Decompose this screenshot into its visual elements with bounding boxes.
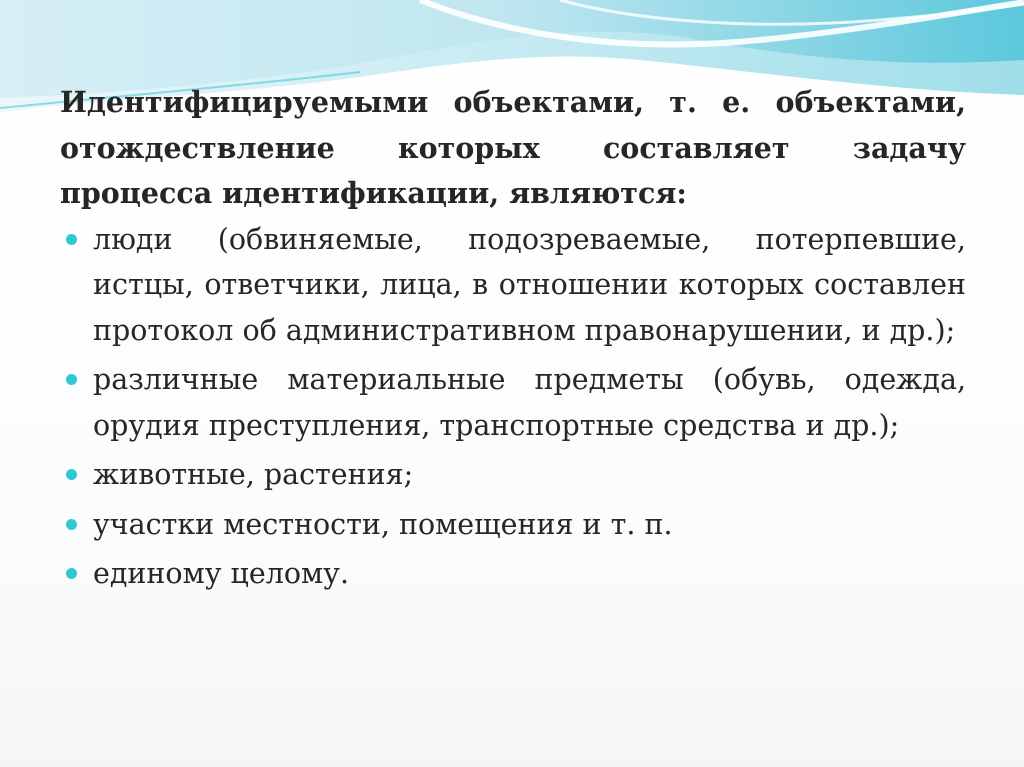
bullet-dot-icon — [66, 519, 77, 530]
bullet-item-whole — [60, 551, 966, 597]
intro-paragraph: Идентифицируемыми объектами, т. е. объектами, отождествление которых составляет задачу процесса идентификации, являются: — [60, 85, 966, 210]
bullet-text: животные, растения; — [93, 458, 414, 491]
bullet-item-objects — [60, 357, 966, 448]
bullet-dot-icon — [66, 374, 77, 385]
bullet-text: люди (обвиняемые, подозреваемые, потерпевшие, истцы, ответчики, лица, в отношении которых составлен протокол об административном правонарушении, и др.); — [93, 222, 966, 347]
slide-content — [60, 80, 966, 601]
bullet-dot-icon — [66, 234, 77, 245]
bullet-item-animals — [60, 452, 966, 498]
bullet-list — [60, 217, 966, 597]
bullet-dot-icon — [66, 568, 77, 579]
bullet-text: участки местности, помещения и т. п. — [93, 507, 673, 541]
bullet-text: единому целому. — [93, 557, 350, 590]
bullet-text: различные материальные предметы (обувь, одежда, орудия преступления, транспортные средства и др.); — [93, 363, 966, 442]
bullet-dot-icon — [66, 469, 77, 480]
bullet-item-terrain — [60, 502, 966, 548]
bullet-item-people — [60, 217, 966, 354]
